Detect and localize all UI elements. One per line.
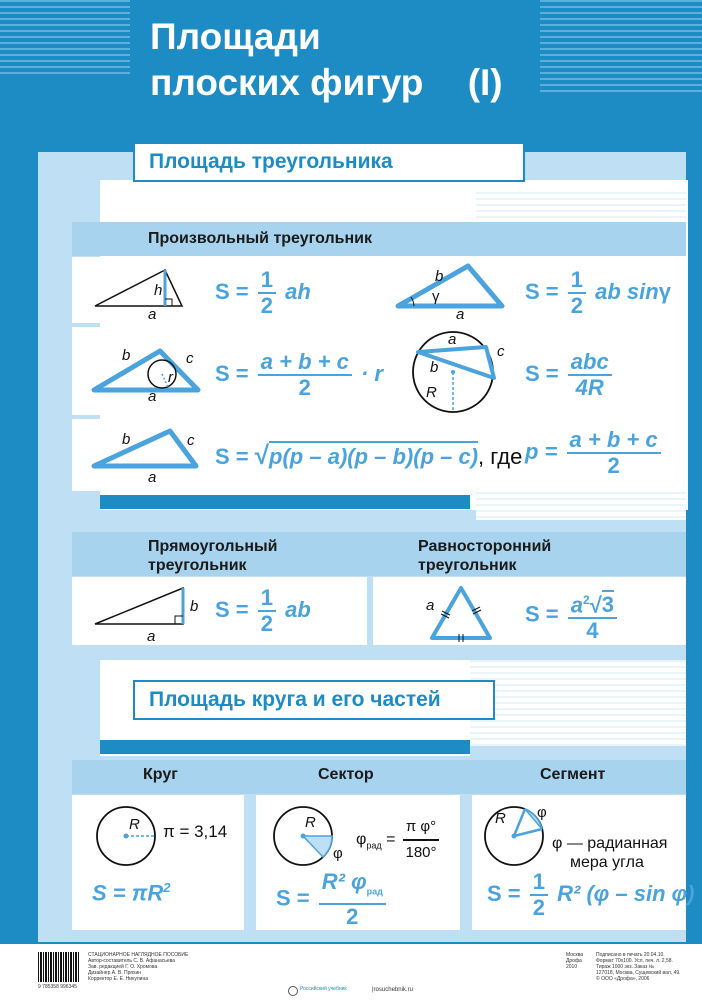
label-b-f3: b <box>122 347 131 364</box>
heron-triangle-figure <box>92 428 202 470</box>
site-url: |rosuchebnik.ru <box>372 987 413 993</box>
equilateral-label: Равносторонний треугольник <box>418 538 552 574</box>
label-a-f5: a <box>148 469 157 486</box>
label-b-f2: b <box>435 268 444 285</box>
formula-p: p = $\frac{a + b + c}{2}$ <box>525 428 664 478</box>
triangle-height-figure <box>95 268 185 313</box>
label-h: h <box>154 282 163 299</box>
formula-right: S = $\frac{1}{2}$ ab <box>215 585 311 636</box>
title-line-2: плоских фигур <box>150 62 424 103</box>
blue-bar-1 <box>100 495 470 509</box>
blue-bar-2 <box>100 740 470 754</box>
stripes-top-right <box>540 0 702 95</box>
label-R-circle: R <box>129 816 140 833</box>
label-b-f5: b <box>122 431 131 448</box>
sector-figure <box>272 805 336 869</box>
circle-section-header: Площадь круга и его частей <box>133 680 495 720</box>
stripes-white-1 <box>476 192 686 222</box>
formula-segment: S = $\frac{1}{2}$ R² (φ – sin φ) <box>487 869 695 920</box>
sector-phi-formula: $\varphi_{рад}$ = $\frac{\text{π φ°}}{180^\circ}$ <box>356 815 442 865</box>
label-gamma: γ <box>432 288 440 305</box>
label-R-segment: R <box>495 810 506 827</box>
footer-credits: СТАЦИОНАРНОЕ НАГЛЯДНОЕ ПОСОБИЕ Автор-составитель С. В. Афанасьева Зав. редакцией Г. О. Хромова Дизайнер А. В. Пряхин Корректор Е. Е. Никулина <box>88 952 189 982</box>
right-label: Прямоугольный треугольник <box>148 538 278 574</box>
barcode-number: 9 785358 996345 <box>38 984 77 990</box>
page-title <box>150 14 503 106</box>
footer-print-info: Подписано в печать 20.04.10. Формат 70x100. Усл. печ. л. 2,58. Тираж 1000 экз. Заказ № 127018, Москва, Сущевский вал, 49. © ООО «Дрофа», 2006 <box>596 952 681 982</box>
equilateral-triangle-figure <box>428 584 494 642</box>
publisher-logo-icon <box>288 986 298 996</box>
label-r: r <box>168 369 173 386</box>
label-a-f3: a <box>148 388 157 405</box>
triangle-angle-figure <box>398 264 504 312</box>
label-phi-segment: φ <box>537 804 547 821</box>
label-a-f1: a <box>148 306 157 323</box>
stripes-white-3 <box>470 660 686 746</box>
label-a-f2: a <box>456 306 465 323</box>
label-R-f4: R <box>426 384 437 401</box>
label-c-f5: c <box>187 432 195 449</box>
label-b-right: b <box>190 598 199 615</box>
arbitrary-label: Произвольный треугольник <box>148 230 372 247</box>
sector-label: Сектор <box>318 766 374 783</box>
formula-f1: S = $\frac{1}{2}$ ah <box>215 267 311 318</box>
label-phi-sector: φ <box>333 845 343 862</box>
segment-desc: φ — радианная мера угла <box>552 835 668 871</box>
formula-f4: S = $\frac{\text{abc}}{4R}$ <box>525 350 615 400</box>
stripes-top-left <box>0 0 130 78</box>
label-c-f3: c <box>186 350 194 367</box>
label-c-f4: c <box>497 343 505 360</box>
brand-name: Российский учебник <box>300 986 347 992</box>
label-b-f4: b <box>430 359 439 376</box>
label-a-right: a <box>147 628 156 645</box>
label-a-eq: a <box>426 597 435 614</box>
formula-sector: S = $\frac{R^2 \varphi_{рад}}{2}$ <box>276 870 389 929</box>
formula-equilateral: S = $\frac{a^2√3}{4}$ <box>525 588 620 643</box>
pi-value: π = 3,14 <box>163 822 228 841</box>
formula-f5: S = √p(p – a)(p – b)(p – c), где <box>215 440 523 470</box>
barcode <box>38 952 80 982</box>
label-R-sector: R <box>305 814 316 831</box>
circle-label: Круг <box>143 766 178 783</box>
label-a-f4: a <box>448 331 457 348</box>
triangle-section-header: Площадь треугольника <box>133 142 525 182</box>
right-triangle-figure <box>95 586 187 628</box>
formula-circle: $S = \pi R^2$ <box>92 880 171 906</box>
title-part: (I) <box>467 62 503 103</box>
footer-city: Москва Дрофа 2010 <box>566 952 584 970</box>
title-line-1: Площади <box>150 16 321 57</box>
circle-figure <box>95 805 159 869</box>
segment-label: Сегмент <box>540 766 606 783</box>
formula-f2: S = $\frac{1}{2}$ ab sinγ <box>525 267 671 318</box>
formula-f3: S = $\frac{a + b + c}{2}$ · r <box>215 349 383 400</box>
